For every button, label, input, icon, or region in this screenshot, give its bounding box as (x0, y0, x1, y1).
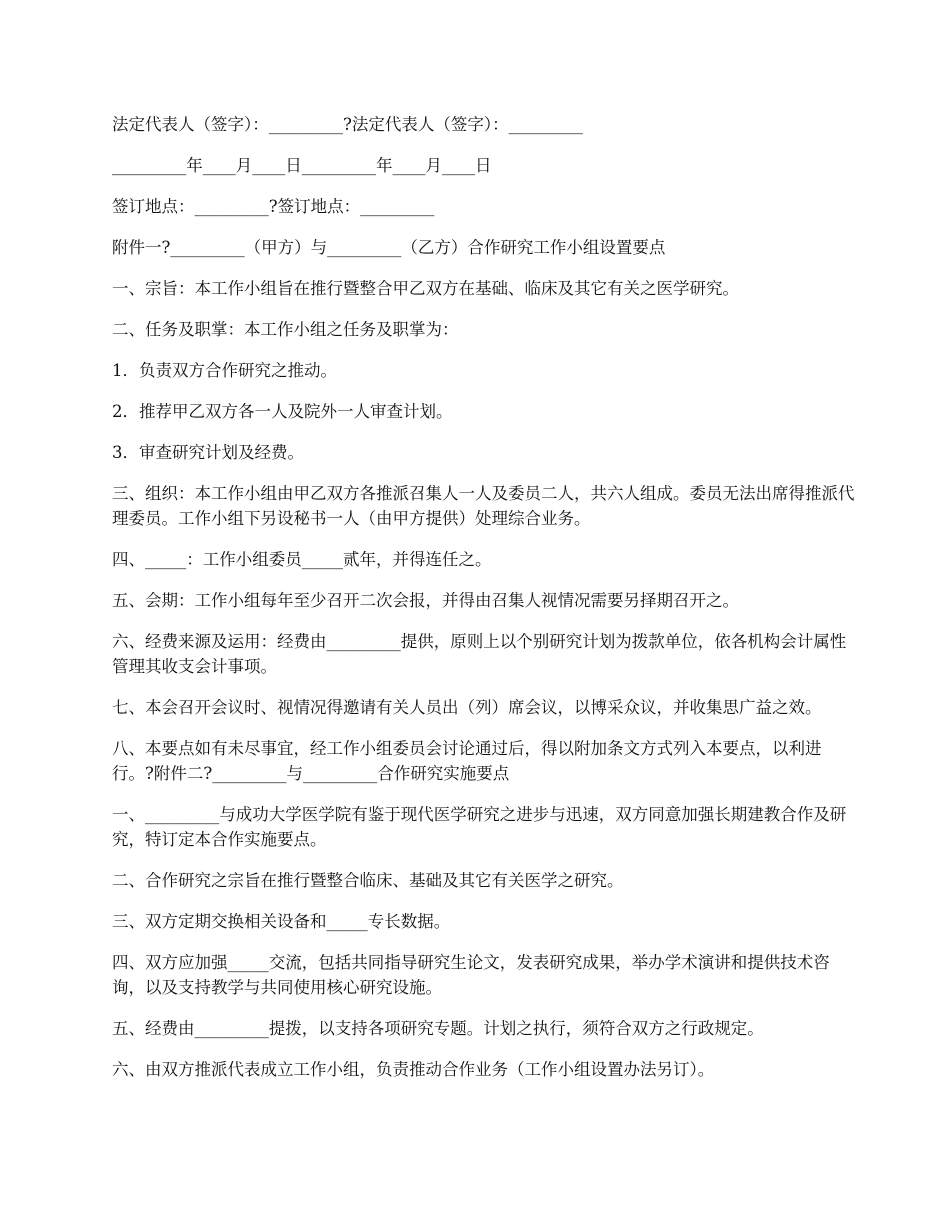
duty-item-2: 2．推荐甲乙双方各一人及院外一人审查计划。 (112, 402, 453, 421)
clause-funding: 六、经费来源及运用：经费由_________提供，原则上以个别研究计划为拨款单位，依各机构会计属性管理其收支会计事项。 (112, 632, 847, 676)
implementation-point-1: 一、_________与成功大学医学院有鉴于现代医学研究之进步与迅速，双方同意加强长期建教合作及研究，特订定本合作实施要点。 (112, 805, 847, 849)
duty-item-1: 1．负责双方合作研究之推动。 (112, 361, 337, 380)
clause-meetings: 五、会期：工作小组每年至少召开二次会报，并得由召集人视情况需要另择期召开之。 (112, 591, 739, 610)
date-line: _________年____月____日_________年____月____日 (112, 156, 492, 175)
clause-invitations: 七、本会召开会议时、视情况得邀请有关人员出（列）席会议，以博采众议，并收集思广益之效。 (112, 698, 822, 717)
implementation-point-2: 二、合作研究之宗旨在推行暨整合临床、基础及其它有关医学之研究。 (112, 871, 624, 890)
implementation-point-5: 五、经费由_________提拨，以支持各项研究专题。计划之执行，须符合双方之行政规定。 (112, 1019, 764, 1038)
attachment-one-heading: 附件一?_________（甲方）与_________（乙方）合作研究工作小组设置要点 (112, 238, 666, 257)
signature-line: 法定代表人（签字）：_________?法定代表人（签字）：_________ (112, 115, 583, 134)
clause-term: 四、_____：工作小组委员_____贰年，并得连任之。 (112, 550, 492, 569)
signing-place-line: 签订地点：_________?签订地点：_________ (112, 197, 435, 216)
clause-duties: 二、任务及职掌：本工作小组之任务及职掌为： (112, 320, 459, 339)
clause-purpose: 一、宗旨：本工作小组旨在推行暨整合甲乙双方在基础、临床及其它有关之医学研究。 (112, 279, 739, 298)
implementation-point-4: 四、双方应加强_____交流，包括共同指导研究生论文，发表研究成果，举办学术演讲和提供技术咨询，以及支持教学与共同使用核心研究设施。 (112, 953, 830, 997)
implementation-point-6: 六、由双方推派代表成立工作小组，负责推动合作业务（工作小组设置办法另订）。 (112, 1060, 715, 1079)
duty-item-3: 3．审查研究计划及经费。 (112, 443, 304, 462)
clause-organization: 三、组织：本工作小组由甲乙双方各推派召集人一人及委员二人，共六人组成。委员无法出席得推派代理委员。工作小组下另设秘书一人（由甲方提供）处理综合业务。 (112, 484, 855, 528)
clause-supplement: 八、本要点如有未尽事宜，经工作小组委员会讨论通过后，得以附加条文方式列入本要点，以利进行。?附件二?_________与_________合作研究实施要点 (112, 739, 822, 783)
implementation-point-3: 三、双方定期交换相关设备和_____专长数据。 (112, 912, 451, 931)
